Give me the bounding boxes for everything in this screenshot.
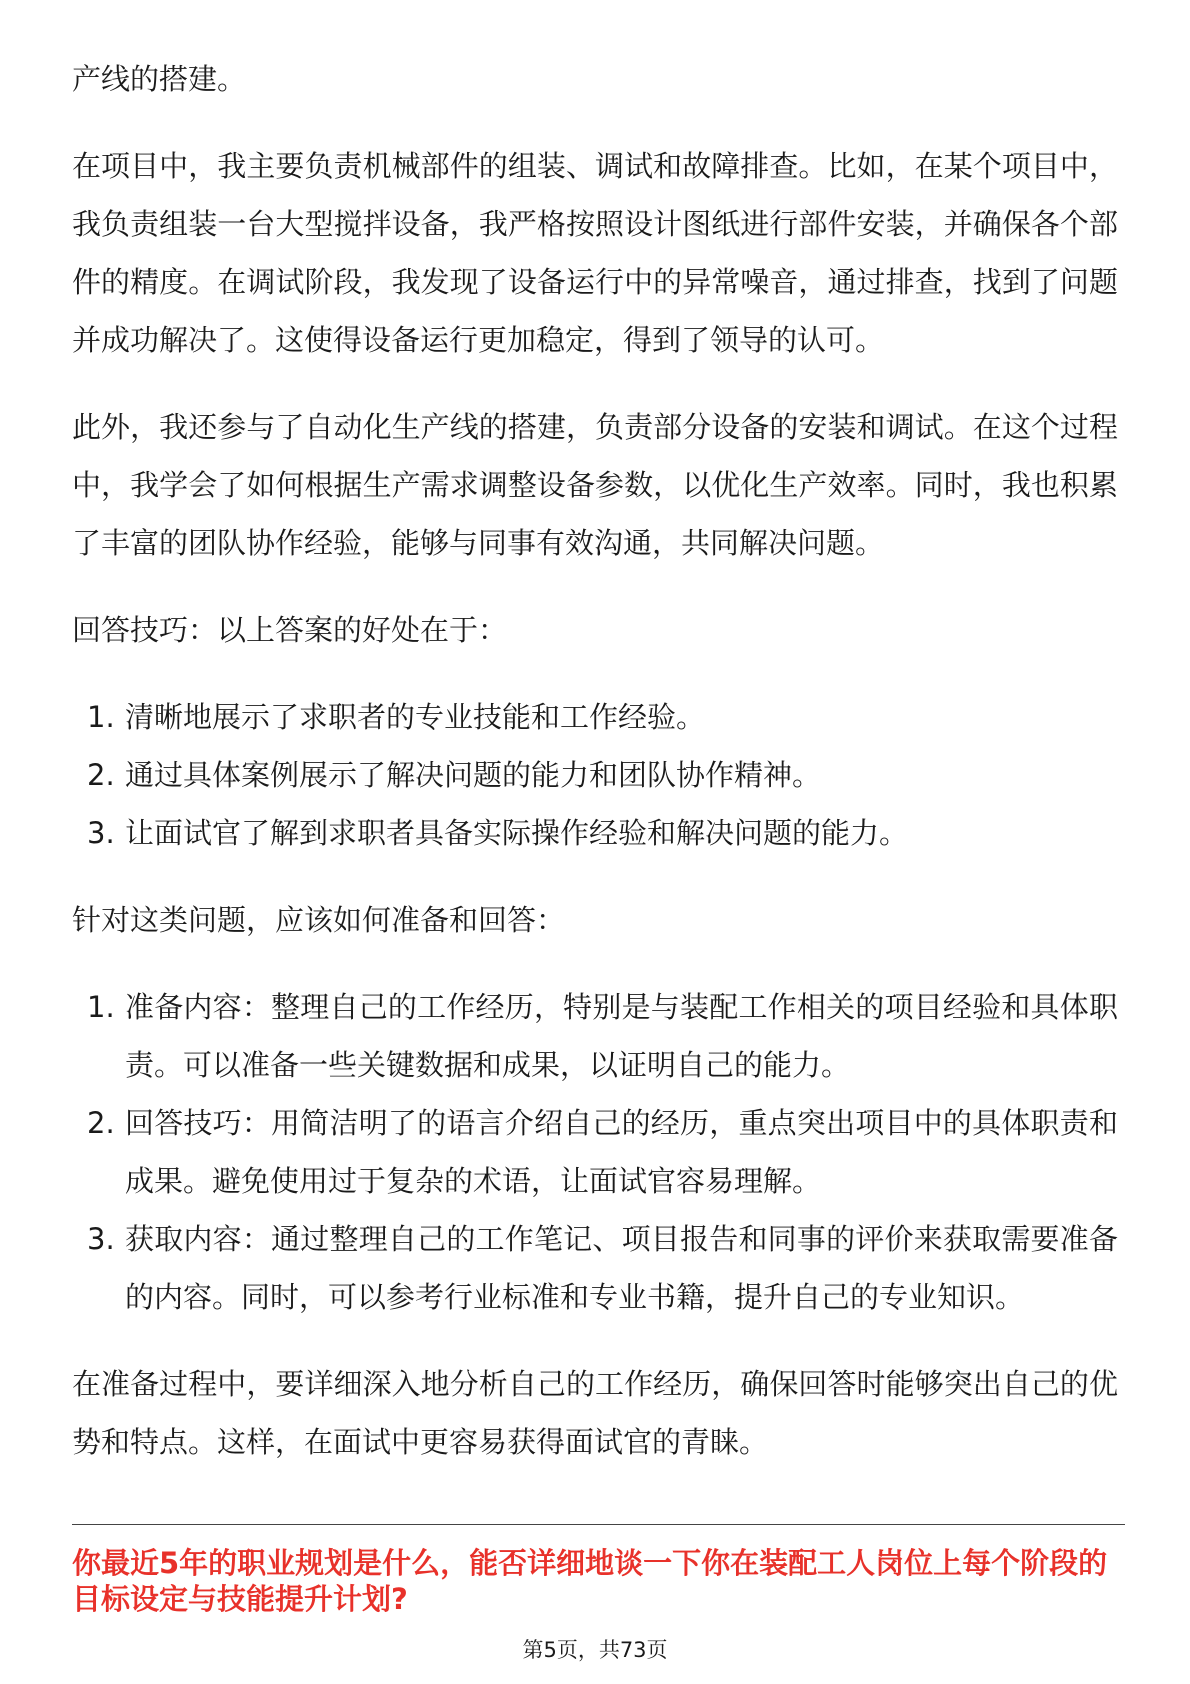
list-item-number: 3. (87, 816, 115, 850)
list-item-text: 责。可以准备一些关键数据和成果，以证明自己的能力。 (125, 1048, 851, 1082)
list-item-text: 通过具体案例展示了解决问题的能力和团队协作精神。 (125, 758, 822, 792)
answer-tips-heading (72, 601, 1118, 659)
list-item-text: 回答技巧：用简洁明了的语言介绍自己的经历，重点突出项目中的具体职责和 (125, 1106, 1118, 1140)
heading-text: 回答技巧：以上答案的好处在于： (72, 613, 508, 647)
answer-merits-list (72, 688, 1118, 862)
list-item (72, 746, 1118, 804)
paragraph-line: 并成功解决了。这使得设备运行更加稳定，得到了领导的认可。 (72, 323, 885, 357)
list-item-text: 获取内容：通过整理自己的工作笔记、项目报告和同事的评价来获取需要准备 (125, 1222, 1118, 1256)
list-item-number: 1. (87, 990, 115, 1024)
paragraph-line: 在准备过程中，要详细深入地分析自己的工作经历，确保回答时能够突出自己的优 (72, 1367, 1118, 1401)
list-item-text: 的内容。同时，可以参考行业标准和专业书籍，提升自己的专业知识。 (125, 1280, 1025, 1314)
list-item-number: 2. (87, 1106, 115, 1140)
list-item-text: 清晰地展示了求职者的专业技能和工作经验。 (125, 700, 706, 734)
list-item-text: 让面试官了解到求职者具备实际操作经验和解决问题的能力。 (125, 816, 909, 850)
list-item-number: 1. (87, 700, 115, 734)
next-question-heading (72, 1545, 1118, 1617)
paragraph-line: 产线的搭建。 (72, 62, 247, 96)
paragraph-line: 在项目中，我主要负责机械部件的组装、调试和故障排查。比如，在某个项目中， (72, 149, 1118, 183)
paragraph-line: 件的精度。在调试阶段，我发现了设备运行中的异常噪音，通过排查，找到了问题 (72, 265, 1118, 299)
paragraph-line: 此外，我还参与了自动化生产线的搭建，负责部分设备的安装和调试。在这个过程 (72, 410, 1118, 444)
question-line: 你最近5年的职业规划是什么，能否详细地谈一下你在装配工人岗位上每个阶段的 (72, 1546, 1108, 1580)
preparation-heading (72, 891, 1118, 949)
automation-experience-paragraph (72, 398, 1118, 572)
list-item-number: 2. (87, 758, 115, 792)
question-line: 目标设定与技能提升计划? (72, 1582, 408, 1616)
page-body (72, 50, 1118, 1500)
list-item (72, 688, 1118, 746)
page-number: 第5页，共73页 (522, 1638, 668, 1662)
preparation-steps-list (72, 978, 1118, 1326)
continued-paragraph (72, 50, 1118, 108)
list-item (72, 804, 1118, 862)
list-item-text: 成果。避免使用过于复杂的术语，让面试官容易理解。 (125, 1164, 822, 1198)
section-divider (72, 1524, 1125, 1525)
list-item (72, 1094, 1118, 1210)
list-item-text: 准备内容：整理自己的工作经历，特别是与装配工作相关的项目经验和具体职 (125, 990, 1118, 1024)
project-experience-paragraph (72, 137, 1118, 369)
heading-text: 针对这类问题，应该如何准备和回答： (72, 903, 566, 937)
paragraph-line: 势和特点。这样，在面试中更容易获得面试官的青睐。 (72, 1425, 769, 1459)
paragraph-line: 我负责组装一台大型搅拌设备，我严格按照设计图纸进行部件安装，并确保各个部 (72, 207, 1118, 241)
list-item-number: 3. (87, 1222, 115, 1256)
paragraph-line: 中，我学会了如何根据生产需求调整设备参数，以优化生产效率。同时，我也积累 (72, 468, 1118, 502)
paragraph-line: 了丰富的团队协作经验，能够与同事有效沟通，共同解决问题。 (72, 526, 885, 560)
closing-paragraph (72, 1355, 1118, 1471)
list-item (72, 978, 1118, 1094)
list-item (72, 1210, 1118, 1326)
